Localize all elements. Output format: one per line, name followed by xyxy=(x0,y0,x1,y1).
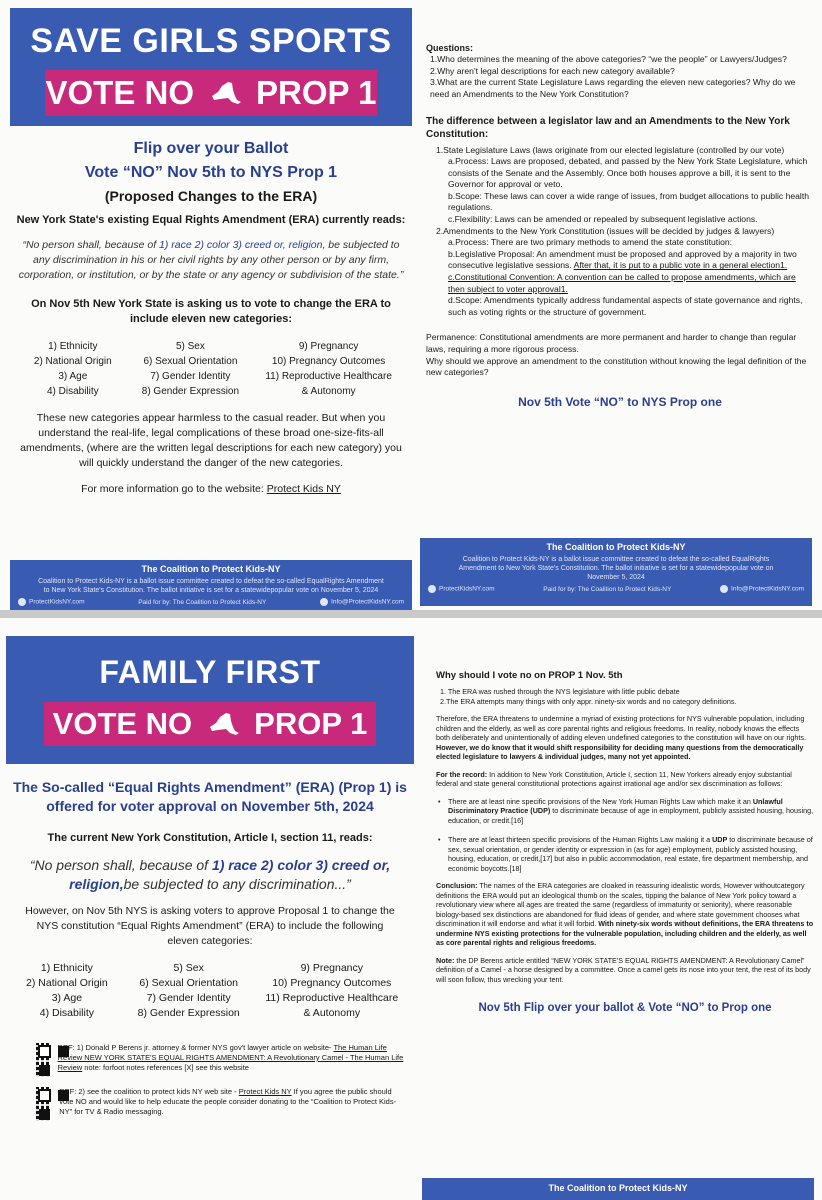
footer-title: The Coalition to Protect Kids-NY xyxy=(141,564,281,574)
ref2-block xyxy=(6,1087,414,1121)
amend-process-sub: a.Process: There are two primary methods to amend the state constitution: xyxy=(448,237,733,248)
category-item: 10) Pregnancy Outcomes xyxy=(271,356,386,367)
quote-highlight: 1) race 2) color 3) creed or, religion, xyxy=(69,857,391,892)
sheet-divider xyxy=(0,610,822,618)
permanence-paragraph: Permanence: Constitutional amendments are more permanent and harder to change than regular laws, requiring a more rigorous process. xyxy=(426,332,797,355)
bullet-item xyxy=(436,835,814,873)
footer-title: The Coalition to Protect Kids-NY xyxy=(546,542,686,552)
record-text: In addition to New York Constitution, Article I, section 11, New Yorkers already enjoy substantial federal and state general constitutional protections against irrational age and/or sex discrimination as follows: xyxy=(436,769,792,788)
flip-ballot-line: Flip over your Ballot xyxy=(133,140,289,157)
bullet-item xyxy=(436,797,814,826)
note-paragraph xyxy=(436,956,814,985)
category-item: 9) Pregnancy xyxy=(298,341,359,352)
vote-no-label: VOTE NO xyxy=(52,706,193,741)
mail-icon xyxy=(320,598,328,606)
save-girls-sports-banner xyxy=(10,8,412,126)
ref1-note: note: forfoot notes references [X] see this website xyxy=(84,1063,249,1072)
however-paragraph: However, on Nov 5th NYS is asking voters to approve Proposal 1 to change the NYS constitution “Equal Rights Amendment” (ERA) to include the following eleven categories: xyxy=(25,905,395,947)
therefore-text: Therefore, the ERA threatens to undermine a myriad of existing protections for NYS vulnerable population, including children and the elderly, as well as core parental rights and religious freedoms. In reality, nobody knows the effects both deliberately and unintentionally of adding eleven undefined categories to the constitution will have on our rights. xyxy=(436,714,807,742)
banner-title: FAMILY FIRST xyxy=(99,654,321,690)
ref1-block xyxy=(6,1043,414,1077)
footer-body: Coalition to Protect Kids-NY is a ballot issue committee created to defeat the so-called EqualRights Amendment to New York State's Constitution. The ballot initiative is set for a statewidepopular vote on November 5, 2024 xyxy=(458,556,774,581)
constitutional-convention-sub: c.Constitutional Convention: A convention can be called to propose amendments, which are then subject to voter approval1. xyxy=(448,272,796,294)
bullet2-text-end: to discriminate because of sex, sexual orientation, or gender identity or expression in (as for age) employment, publicly assisted housing, housing, education, or credit,[17] but also in public accommodation, real estate, fire department membership, and economic boycotts.[18] xyxy=(448,835,813,873)
harmless-paragraph: These new categories appear harmless to the casual reader. But when you understand the real-life, legal complications of these broad one-size-fits-all amendments, (where are the written legal descriptions for each new category) you will quickly understand the danger of the new categories. xyxy=(20,412,402,469)
footer-site[interactable] xyxy=(18,598,85,606)
protect-kids-ny-link[interactable]: Protect Kids NY xyxy=(266,483,341,495)
coalition-footer xyxy=(10,560,412,610)
footer-row xyxy=(428,585,804,593)
protect-kids-ny-link[interactable]: Protect Kids NY xyxy=(238,1087,292,1096)
footer-email[interactable] xyxy=(720,585,804,593)
category-item: 4) Disability xyxy=(39,1007,95,1019)
questions-list xyxy=(426,54,814,100)
flexibility-sub: c.Flexibility: Laws can be amended or repealed by subsequent legislative actions. xyxy=(448,214,758,225)
questions-title: Questions: xyxy=(426,43,474,53)
categories-grid xyxy=(6,961,414,1021)
globe-icon xyxy=(18,598,26,606)
category-item: 2) National Origin xyxy=(26,977,108,989)
vote-no-nov5-line: Vote “NO” Nov 5th to NYS Prop 1 xyxy=(84,164,338,181)
legislative-proposal-sub xyxy=(426,249,814,272)
prop-1-label: PROP 1 xyxy=(256,74,377,111)
difference-title: The difference between a legislator law and an Amendments to the New York Constitution: xyxy=(426,115,790,140)
category-item: 8) Gender Expression xyxy=(141,386,240,397)
category-item: 5) Sex xyxy=(173,962,204,974)
note-text: the DP Berens article entitled “NEW YORK STATE'S EQUAL RIGHTS AMENDMENT: A Revolutionary Camel” definition of a Camel - a horse designed by a committee. Once a camel gets its nose into your tent, the rest of its body will soon follow, thus wrecking your tent. xyxy=(436,955,811,984)
coalition-footer-right xyxy=(420,538,812,606)
bottom-right-column xyxy=(436,670,814,1200)
human-life-review-link[interactable]: The Human Life Review NEW YORK STATE'S EQUAL RIGHTS AMENDMENT: A Revolutionary Camel - The Human Life Review xyxy=(57,1043,404,1072)
conclusion-text: The names of the ERA categories are cloaked in reassuring idealistic words, However withoutcategory definitions the ERA would put an ideological thumb on the scales, tipping the balance of New York policy toward a revolutionary view where all ages are treated the same (regardless of immaturity or seniority), where reasonable biology-based sex distinctions are abandoned for fluid ideas of gender, and where state government chooses what discrimination it will endorse and what it will forbid. xyxy=(436,881,805,928)
ref2-label: REF: 2) see the coalition to protect kids NY web site - xyxy=(59,1087,237,1096)
footer-email-text: Info@ProtectKidsNY.com xyxy=(331,598,404,606)
category-item: 11) Reproductive Healthcare xyxy=(265,992,399,1004)
era-quote xyxy=(10,238,412,283)
scope-sub: b.Scope: These laws can cover a wide range of issues, from budget allocations to public health regulations. xyxy=(448,190,809,213)
footer-paid: Paid for by: The Coalition to Protect Kids-NY xyxy=(543,585,672,593)
ref1-label: REF: 1) Donald P Berens jr. attorney & former NYS gov't lawyer article on website- xyxy=(57,1043,332,1052)
ref2-text xyxy=(59,1087,406,1121)
new-york-state-icon xyxy=(206,711,240,737)
footer-row xyxy=(18,598,404,606)
legislative-proposal-underlined: After that, it is put to a public vote in a general election1. xyxy=(573,260,788,271)
flyer-sheet-bottom xyxy=(0,618,822,1200)
era-reads-line: New York State's existing Equal Rights Amendment (ERA) currently reads: xyxy=(16,214,406,226)
category-item: 3) Age xyxy=(51,992,83,1004)
amendments-item: 2.Amendments to the New York Constitution (issues will be decided by judges & lawyers) xyxy=(436,225,775,236)
headline: The So-called “Equal Rights Amendment” (ERA) (Prop 1) is offered for voter approval on November 5th, 2024 xyxy=(13,779,407,814)
constitution-reads: The current New York Constitution, Article I, section 11, reads: xyxy=(47,832,373,844)
category-item: 11) Reproductive Healthcare xyxy=(265,371,392,382)
category-item: 3) Age xyxy=(58,371,88,382)
quote-text-start: “No person shall, because of xyxy=(22,239,160,251)
question-item: 1.Who determines the meaning of the above categories? “we the people” or Lawyers/Judges? xyxy=(430,54,787,65)
points-list xyxy=(436,687,814,706)
bottom-left-column xyxy=(6,636,414,1196)
category-item: 6) Sexual Orientation xyxy=(143,356,238,367)
bullet1-text: There are at least nine specific provisions of the New York Human Rights Law which make it an xyxy=(448,796,751,806)
note-label: Note: xyxy=(436,955,455,965)
category-item: 5) Sex xyxy=(175,341,205,352)
category-item: 9) Pregnancy xyxy=(300,962,364,974)
category-item: 2) National Origin xyxy=(33,356,112,367)
footer-body: Coalition to Protect Kids-NY is a ballot issue committee created to defeat the so-called EqualRights Amendment to New York State's Constitution. The ballot initiative is set for a statewidepopular vote on November 5, 2024 xyxy=(38,578,384,594)
ref2-body: If you agree the public should vote NO and would like to help educate the people consider donating to the “Coalition to Protect Kids-NY” for TV & Radio messaging. xyxy=(59,1087,397,1116)
conclusion-paragraph xyxy=(436,881,814,948)
footer-site-text: ProtectKidsNY.com xyxy=(439,585,495,593)
difference-list xyxy=(426,145,814,319)
category-item: & Autonomy xyxy=(301,386,356,397)
point-item: 2.The ERA attempts many things with only appr. ninety-six words and no category definitions. xyxy=(440,696,737,706)
bullet-icon: • xyxy=(438,835,441,844)
state-laws-item: 1.State Legislature Laws (laws originate from our elected legislature (controlled by our vote) xyxy=(436,144,785,155)
record-paragraph xyxy=(436,770,814,789)
why-paragraph: Why should we approve an amendment to the constitution without knowing the legal definition of the new categories? xyxy=(426,355,807,378)
category-item: 8) Gender Expression xyxy=(137,1007,240,1019)
footer-site[interactable] xyxy=(428,585,495,593)
amend-scope-sub: d.Scope: Amendments typically address fundamental aspects of state governance and rights, such as voting rights or the structure of government. xyxy=(448,295,803,317)
bullet-icon: • xyxy=(438,796,441,806)
coalition-footer-bottom xyxy=(422,1178,814,1200)
asking-line: On Nov 5th New York State is asking us to vote to change the ERA to include eleven new categories: xyxy=(31,298,391,325)
banner-title: SAVE GIRLS SPORTS xyxy=(30,22,392,60)
process-sub: a.Process: Laws are proposed, debated, and passed by the New York State Legislature, which consists of the Senate and the Assembly. Once both houses approve a bill, it is sent to the Governor for approval or veto. xyxy=(448,156,808,190)
vote-no-bar xyxy=(45,70,377,116)
vote-no-bar xyxy=(44,702,376,746)
therefore-paragraph xyxy=(436,714,814,762)
category-item: 1) Ethnicity xyxy=(40,962,93,974)
question-item: 2.Why aren't legal descriptions for each new category available? xyxy=(430,65,675,76)
point-item: 1. The ERA was rushed through the NYS legislature with little public debate xyxy=(440,687,680,696)
therefore-bold: However, we do know that it would shift responsibility for deciding many questions from the democratically elected legislature to lawyers & individual judges, many not yet appointed. xyxy=(436,742,804,761)
why-vote-no-title: Why should I vote no on PROP 1 Nov. 5th xyxy=(436,670,623,681)
vote-no-prop-one-line: Nov 5th Vote “NO” to NYS Prop one xyxy=(518,394,722,409)
quote-text-end: be subjected to any discrimination...” xyxy=(123,876,351,892)
category-item: 7) Gender Identity xyxy=(146,992,231,1004)
quote-text-start: “No person shall, because of xyxy=(29,857,212,873)
legislative-proposal-text: b.Legislative Proposal: An amendment must be proposed and approved by a majority in two consecutive legislative sessions. xyxy=(448,248,797,271)
footer-email[interactable] xyxy=(320,598,404,606)
category-item: 1) Ethnicity xyxy=(48,341,98,352)
bullet2-bold: UDP xyxy=(712,835,728,844)
question-item: 3.What are the current State Legislature Laws regarding the eleven new categories? Why do we need an Amendments to the New York Constitution? xyxy=(430,77,796,99)
bullet1-bold: Unlawful Discriminatory Practice (UDP) xyxy=(448,796,783,815)
category-item: & Autonomy xyxy=(303,1007,361,1019)
quote-highlight: 1) race 2) color 3) creed or, religion, xyxy=(159,239,326,251)
quote-text-end: be subjected to any discrimination in his or her civil rights by any other person or by any firm, corporation, or institution, or by the state or any agency or subdivision of the state.” xyxy=(18,239,404,281)
category-item: 4) Disability xyxy=(46,386,99,397)
prop-1-label: PROP 1 xyxy=(254,706,368,741)
bullet1-text-end: to discriminate because of age in employment, publicly assisted housing, housing, education, or credit.[16] xyxy=(448,806,814,825)
category-item: 6) Sexual Orientation xyxy=(139,977,238,989)
conclusion-bold: With ninety-six words without definitions, the ERA threatens to undermine NYS existing protections for the vulnerable population, including children and the elderly, as well as core parental rights and religious freedoms. xyxy=(436,919,814,947)
bullet2-text: There are at least thirteen specific provisions of the Human Rights Law making it a xyxy=(448,835,711,844)
family-first-banner xyxy=(6,636,414,764)
category-item: 10) Pregnancy Outcomes xyxy=(272,977,392,989)
globe-icon xyxy=(428,585,436,593)
more-info-line xyxy=(10,483,412,495)
footer-title: The Coalition to Protect Kids-NY xyxy=(548,1183,688,1193)
ref1-text xyxy=(58,1043,406,1077)
conclusion-label: Conclusion: xyxy=(436,881,478,890)
mail-icon xyxy=(720,585,728,593)
qr-code-icon[interactable] xyxy=(36,1087,51,1121)
footer-paid: Paid for by: The Coalition to Protect Kids-NY xyxy=(138,598,267,606)
category-item: 7) Gender Identity xyxy=(150,371,231,382)
record-label: For the record: xyxy=(436,769,488,779)
categories-grid xyxy=(10,339,412,399)
constitution-quote xyxy=(6,856,414,894)
footer-email-text: Info@ProtectKidsNY.com xyxy=(731,585,804,593)
more-info-text: For more information go to the website: xyxy=(81,483,264,495)
qr-code-icon[interactable] xyxy=(36,1043,50,1077)
footer-site-text: ProtectKidsNY.com xyxy=(29,598,85,606)
top-right-column xyxy=(426,42,814,606)
new-york-state-icon xyxy=(208,80,242,106)
flip-ballot-vote-no-line: Nov 5th Flip over your ballot & Vote “NO” to Prop one xyxy=(478,1002,772,1014)
top-left-column xyxy=(10,8,412,606)
vote-no-label: VOTE NO xyxy=(45,74,195,111)
proposed-changes-line: (Proposed Changes to the ERA) xyxy=(104,188,318,204)
